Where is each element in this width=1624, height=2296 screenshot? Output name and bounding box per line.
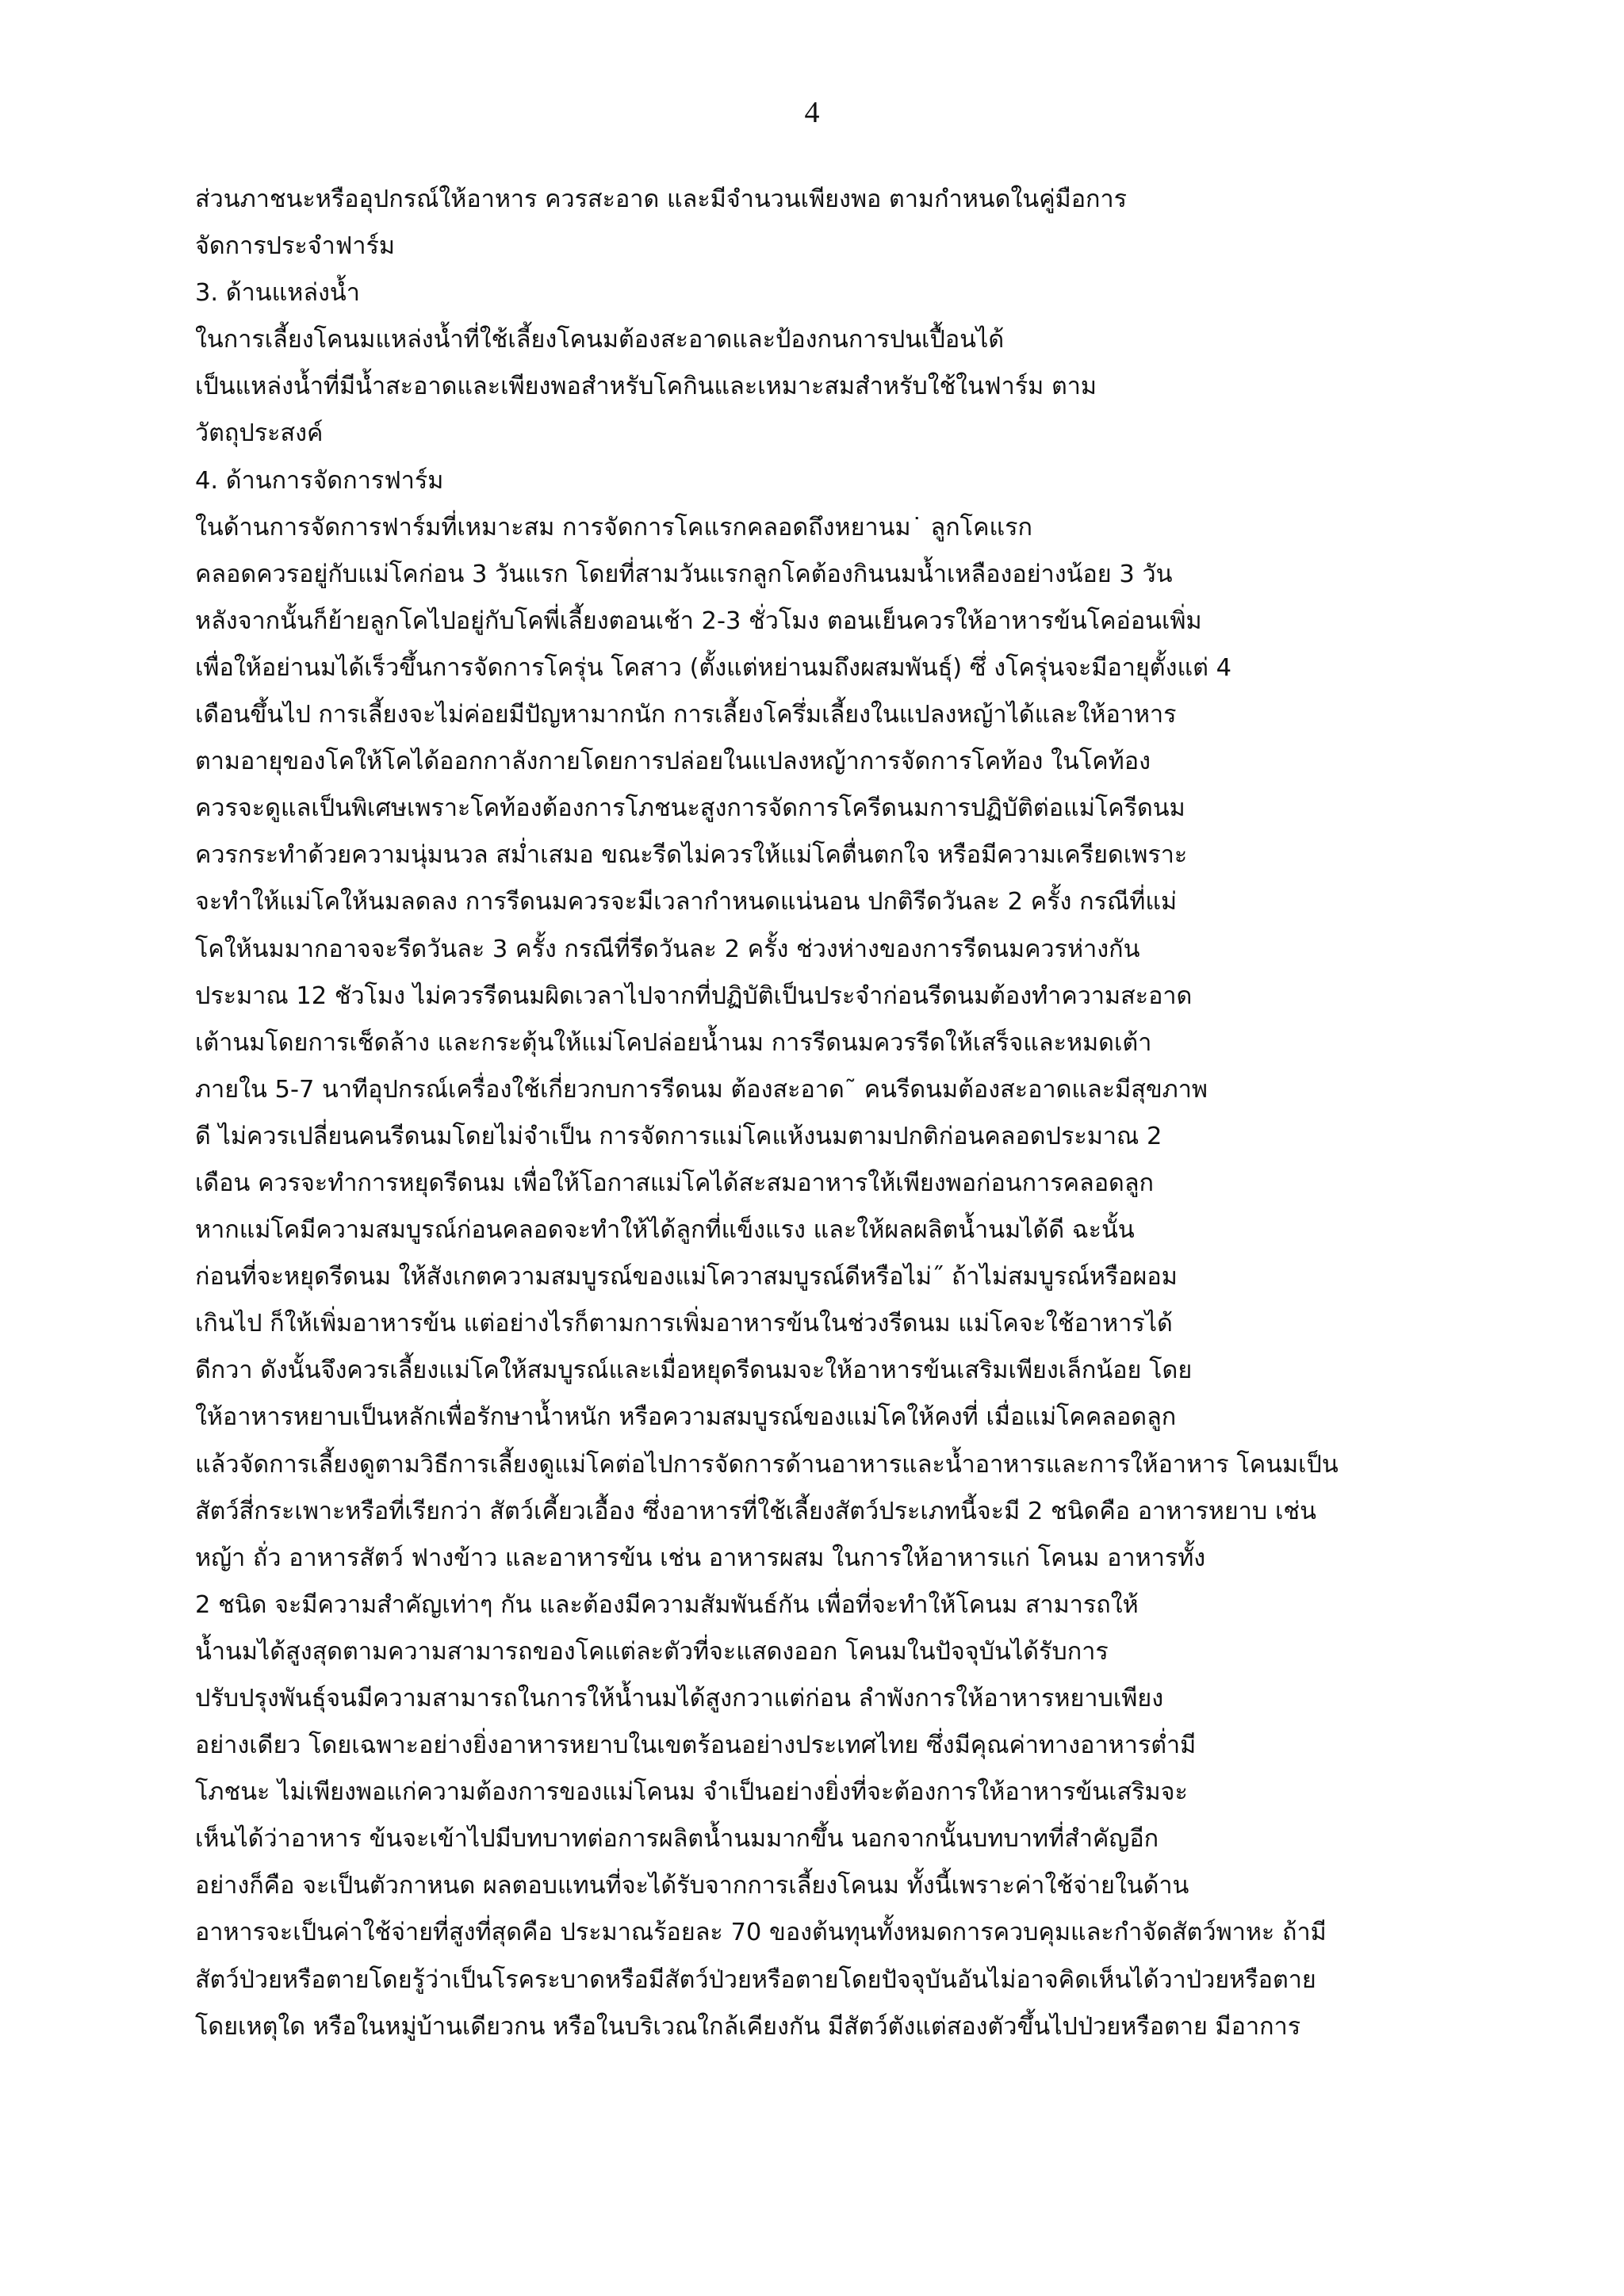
text-line: น้ำนมได้สูงสุดตามความสามารถของโคแต่ละตัวที่จะแสดงออก โคนมในปัจจุบันได้รับการ [195, 1637, 1109, 1666]
text-line: โภชนะ ไม่เพียงพอแก่ความต้องการของแม่โคนม จำเป็นอย่างยิ่งที่จะต้องการให้อาหารข้นเสริมจะ [195, 1778, 1188, 1807]
text-line: เต้านมโดยการเช็ดล้าง และกระตุ้นให้แม่โคปล่อยน้ำนม การรีดนมควรรีดให้เสร็จและหมดเต้า [195, 1028, 1152, 1057]
text-line: สัตว์ป่วยหรือตายโดยรู้ว่าเป็นโรคระบาดหรือมีสัตว์ป่วยหรือตายโดยปัจจุบันอันไม่อาจคิดเห็นได้วาป่วยหรือตาย [195, 1965, 1316, 1994]
text-line: โดยเหตุใด หรือในหมู่บ้านเดียวกน หรือในบริเวณใกล้เคียงกัน มีสัตว์ตังแต่สองตัวขึ้นไปป่วยหรือตาย มีอาการ [195, 2012, 1301, 2041]
text-line: อย่างเดียว โดยเฉพาะอย่างยิ่งอาหารหยาบในเขตร้อนอย่างประเทศไทย ซึ่งมีคุณค่าทางอาหารต่ำมี [195, 1732, 1197, 1760]
text-line: 2 ชนิด จะมีความสำคัญเท่าๆ กัน และต้องมีความสัมพันธ์กัน เพื่อที่จะทำให้โคนม สามารถให้ [195, 1590, 1139, 1619]
text-line: ปรับปรุงพันธุ์จนมีความสามารถในการให้น้ำนมได้สูงกวาแต่ก่อน ลำพังการให้อาหารหยาบเพียง [195, 1685, 1164, 1712]
section-heading: 4. ด้านการจัดการฟาร์ม [195, 466, 444, 495]
text-line: ดีกวา ดังนั้นจึงควรเลี้ยงแม่โคให้สมบูรณ์และเมื่อหยุดรีดนมจะให้อาหารข้นเสริมเพียงเล็กน้อย โดย [195, 1357, 1193, 1385]
text-line: ในการเลี้ยงโคนมแหล่งน้ำที่ใช้เลี้ยงโคนมต้องสะอาดและป้องกนการปนเปื้อนได้ [195, 326, 1005, 354]
text-line: โคให้นมมากอาจจะรีดวันละ 3 ครั้ง กรณีที่รีดวันละ 2 ครั้ง ช่วงห่างของการรีดนมควรห่างกัน [195, 935, 1140, 963]
text-line: จะทำให้แม่โคให้นมลดลง การรีดนมควรจะมีเวลากำหนดแน่นอน ปกติรีดวันละ 2 ครั้ง กรณีที่แม่ [195, 888, 1178, 916]
text-line: ให้อาหารหยาบเป็นหลักเพื่อรักษาน้ำหนัก หรือความสมบูรณ์ของแม่โคให้คงที่ เมื่อแม่โคคลอดลูก [195, 1403, 1177, 1432]
text-line: ควรจะดูแลเป็นพิเศษเพราะโคท้องต้องการโภชนะสูงการจัดการโครีดนมการปฏิบัติต่อแม่โครีดนม [195, 794, 1185, 823]
text-line: เพื่อให้อย่านมได้เร็วขึ้นการจัดการโครุ่น โคสาว (ตั้งแต่หย่านมถึงผสมพันธุ์) ซึ่ งโครุ่นจะมีอายุตั้งแต่ 4 [195, 653, 1232, 682]
text-line: เดือน ควรจะทำการหยุดรีดนม เพื่อให้โอกาสแม่โคได้สะสมอาหารให้เพียงพอก่อนการคลอดลูก [195, 1169, 1155, 1197]
text-line: คลอดควรอยู่กับแม่โคก่อน 3 วันแรก โดยที่สามวันแรกลูกโคต้องกินนมน้ำเหลืองอย่างน้อย 3 วัน [195, 560, 1173, 588]
text-line: ภายใน 5-7 นาทีอุปกรณ์เครื่องใช้เกี่ยวกบการรีดนม ต้องสะอาด˜ คนรีดนมต้องสะอาดและมีสุขภาพ [195, 1075, 1208, 1104]
section-heading: 3. ด้านแหล่งน้ำ [195, 279, 360, 308]
text-line: ตามอายุของโคให้โคได้ออกกาลังกายโดยการปล่อยในแปลงหญ้าการจัดการโคท้อง ในโคท้อง [195, 748, 1151, 776]
text-line: ประมาณ 12 ชัวโมง ไม่ควรรีดนมผิดเวลาไปจากที่ปฏิบัติเป็นประจำก่อนรีดนมต้องทำความสะอาด [195, 982, 1193, 1010]
text-line: ดี ไม่ควรเปลี่ยนคนรีดนมโดยไม่จำเป็น การจัดการแม่โคแห้งนมตามปกติก่อนคลอดประมาณ 2 [195, 1122, 1162, 1150]
body-text [195, 176, 1575, 2097]
text-line: หลังจากนั้นก็ย้ายลูกโคไปอยู่กับโคพี่เลี้ยงตอนเช้า 2-3 ชั่วโมง ตอนเย็นควรให้อาหารข้นโคอ่อนเพิ่ม [195, 607, 1202, 635]
text-line: ส่วนภาชนะหรืออุปกรณ์ให้อาหาร ควรสะอาด และมีจำนวนเพียงพอ ตามกำหนดในคู่มือการ [195, 186, 1127, 213]
page-number: 4 [804, 96, 820, 129]
text-line: สัตว์สี่กระเพาะหรือที่เรียกว่า สัตว์เคี้ยวเอื้อง ซึ่งอาหารที่ใช้เลี้ยงสัตว์ประเภทนี้จะมี 2 ชนิดคือ อาหารหยาบ เช่น [195, 1497, 1316, 1525]
text-line: หญ้า ถั่ว อาหารสัตว์ ฟางข้าว และอาหารข้น เช่น อาหารผสม ในการให้อาหารแก่ โคนม อาหารทั้ง [195, 1544, 1206, 1572]
text-line: อย่างก็คือ จะเป็นตัวกาหนด ผลตอบแทนที่จะได้รับจากการเลี้ยงโคนม ทั้งนี้เพราะค่าใช้จ่ายในด้าน [195, 1872, 1189, 1900]
text-line: ควรกระทำด้วยความนุ่มนวล สม่ำเสมอ ขณะรีดไม่ควรให้แม่โคตื่นตกใจ หรือมีความเครียดเพราะ [195, 841, 1188, 870]
text-line: หากแม่โคมีความสมบูรณ์ก่อนคลอดจะทำให้ได้ลูกที่แข็งแรง และให้ผลผลิตน้ำนมได้ดี ฉะนั้น [195, 1216, 1135, 1245]
text-line: อาหารจะเป็นค่าใช้จ่ายที่สูงที่สุดคือ ประมาณร้อยละ 70 ของต้นทุนทั้งหมดการควบคุมและกำจัดสัตว์พาหะ ถ้ามี [195, 1919, 1327, 1947]
text-line: เกินไป ก็ให้เพิ่มอาหารข้น แต่อย่างไรก็ตามการเพิ่มอาหารข้นในช่วงรีดนม แม่โคจะใช้อาหารได้ [195, 1310, 1173, 1338]
text-line: เห็นได้ว่าอาหาร ข้นจะเข้าไปมีบทบาทต่อการผลิตน้ำนมมากขึ้น นอกจากนั้นบทบาทที่สำคัญอีก [195, 1825, 1159, 1854]
text-line [195, 2050, 1575, 2097]
text-line: เดือนขึ้นไป การเลี้ยงจะไม่ค่อยมีปัญหามากนัก การเลี้ยงโครึ่มเลี้ยงในแปลงหญ้าได้และให้อาหาร [195, 701, 1177, 729]
text-line: วัตถุประสงค์ [195, 419, 324, 448]
text-line: จัดการประจำฟาร์ม [195, 232, 395, 261]
text-line: ในด้านการจัดการฟาร์มที่เหมาะสม การจัดการโคแรกคลอดถึงหยานม˙ ลูกโคแรก [195, 513, 1032, 541]
text-line: ก่อนที่จะหยุดรีดนม ให้สังเกตความสมบูรณ์ของแม่โควาสมบูรณ์ดีหรือไม่˝ ถ้าไม่สมบูรณ์หรือผอม [195, 1263, 1178, 1292]
text-line: แล้วจัดการเลี้ยงดูตามวิธีการเลี้ยงดูแม่โคต่อไปการจัดการด้านอาหารและน้ำอาหารและการให้อาหาร โคนมเป็น [195, 1450, 1339, 1479]
text-line: เป็นแหล่งน้ำที่มีน้ำสะอาดและเพียงพอสำหรับโคกินและเหมาะสมสำหรับใช้ในฟาร์ม ตาม [195, 373, 1097, 401]
